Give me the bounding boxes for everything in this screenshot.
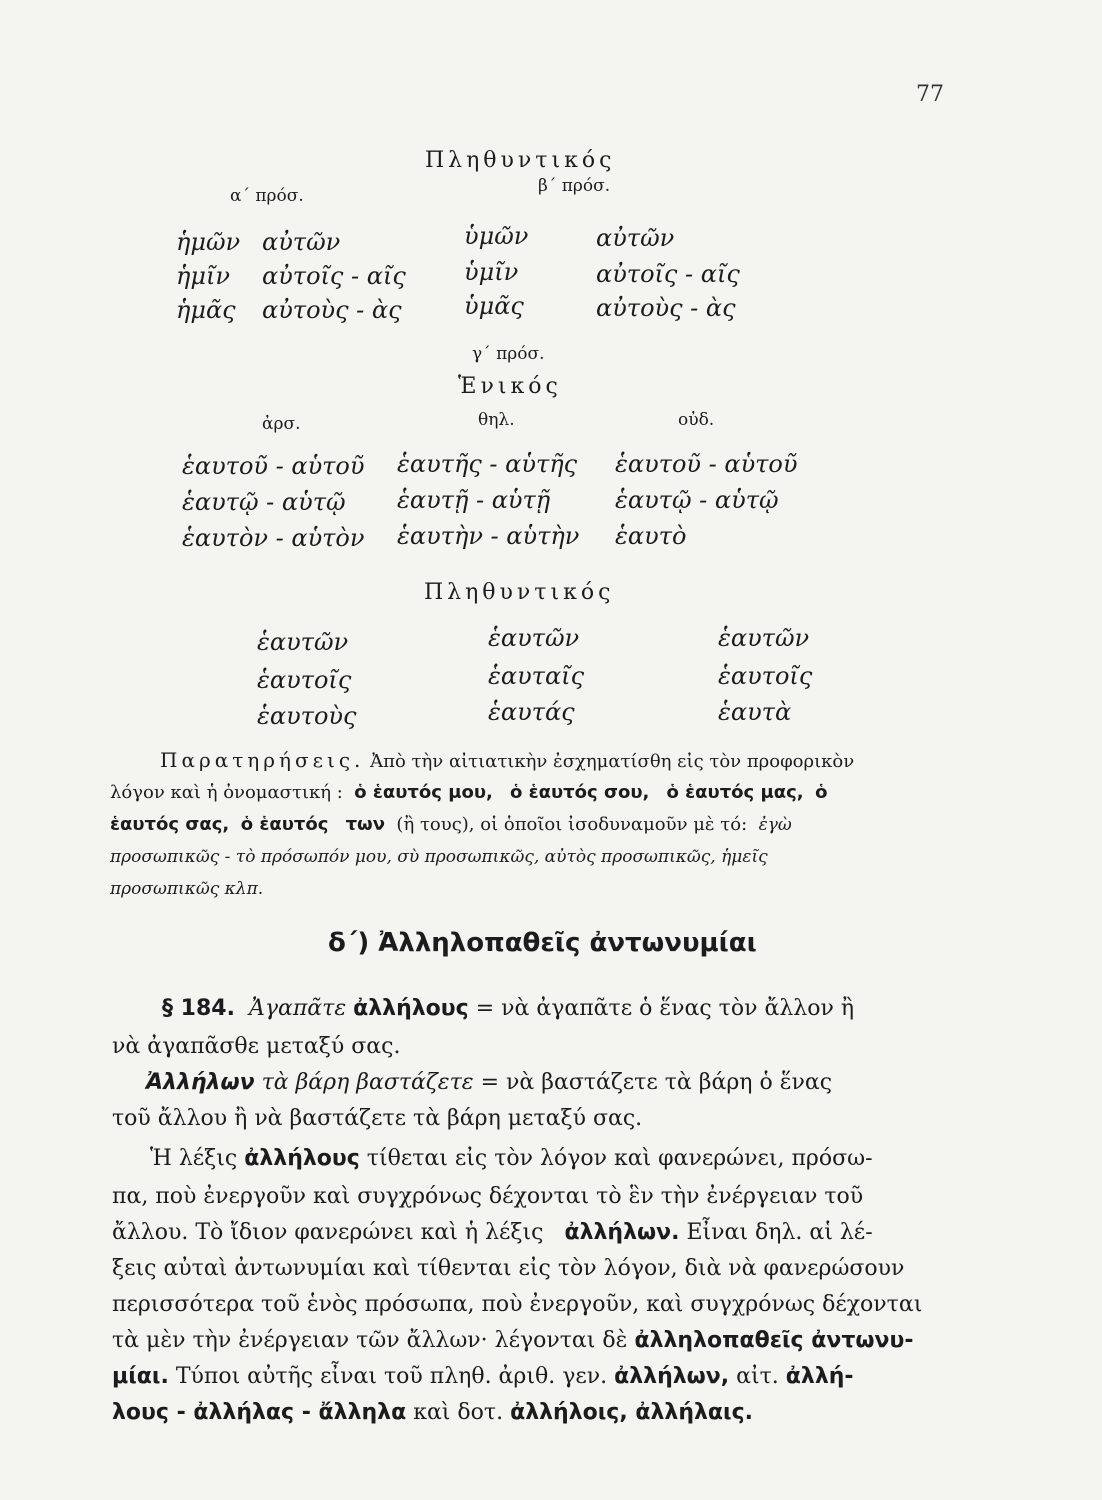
paradigm-cell: ἑαυτοὺς	[257, 702, 357, 730]
observations-line-2	[110, 782, 827, 803]
paradigm-cell: ἑαυτὸ	[615, 522, 687, 550]
bold-term: ἀλλή-	[785, 1364, 854, 1389]
paradigm-cell: ἑαυταῖς	[488, 662, 585, 690]
italic-term: Ἀγαπᾶτε	[248, 996, 347, 1021]
paradigm-cell: ἑαυτὰ	[718, 698, 792, 726]
observations-text: λόγον καὶ ἡ ὀνομαστική :	[110, 782, 343, 803]
paradigm-cell: ἑαυτῶν	[257, 628, 349, 656]
observations-text: (ἢ τους), οἱ ὁποῖοι ἰσοδυναμοῦν μὲ τό:	[396, 814, 748, 835]
example-2-line-2: τοῦ ἄλλου ἢ νὰ βαστάζετε τὰ βάρη μεταξύ σας.	[112, 1106, 643, 1131]
observations-label: Παρατηρήσεις.	[160, 748, 365, 772]
paragraph-line	[112, 1364, 854, 1389]
paradigm-cell: ὑμῶν	[464, 222, 529, 250]
first-person-label: α΄ πρόσ.	[230, 186, 304, 206]
paradigm-cell: ἑαυτάς	[488, 698, 575, 726]
paradigm-cell: ὑμᾶς	[464, 292, 524, 320]
paradigm-cell: ἑαυτοῦ - αὑτοῦ	[615, 450, 798, 478]
paragraph-text: καὶ δοτ.	[413, 1400, 504, 1425]
observations-text: Ἀπὸ τὴν αἰτιατικὴν ἐσχηματίσθη εἰς τὸν προφορικὸν	[370, 751, 855, 772]
section-title: δ΄) Ἀλληλοπαθεῖς ἀντωνυμίαι	[328, 928, 757, 958]
paradigm-cell: ἡμῶν	[176, 228, 241, 256]
paradigm-cell: ἑαυτῆς - αὑτῆς	[397, 450, 578, 478]
paradigm-cell: ἡμῖν	[176, 262, 230, 290]
bold-term: ἀλλήλους	[353, 996, 469, 1021]
paradigm-cell: ἑαυτῇ - αὑτῇ	[397, 486, 551, 514]
bold-term: ἀλληλοπαθεῖς ἀντωνυ-	[634, 1328, 914, 1353]
paragraph-line	[112, 1400, 753, 1425]
paradigm-cell: αὐτοῖς - αῖς	[262, 262, 406, 290]
paragraph-line	[150, 1146, 873, 1171]
paragraph-text: ἄλλου. Τὸ ἴδιον φανερώνει καὶ ἡ λέξις	[112, 1220, 544, 1245]
bold-term: ἀλλήλοις, ἀλλήλαις.	[510, 1400, 753, 1425]
paradigm-cell: ἑαυτὸν - αὑτὸν	[182, 524, 365, 552]
example-1-line-2: νὰ ἀγαπᾶσθε μεταξύ σας.	[112, 1034, 401, 1059]
plural-heading: Πληθυντικός	[425, 148, 616, 173]
neuter-label: οὐδ.	[678, 410, 715, 430]
paragraph-text: Εἶναι δηλ. αἱ λέ-	[686, 1220, 873, 1245]
paragraph-line: ξεις αὐταὶ ἀντωνυμίαι καὶ τίθενται εἰς τὸν λόγον, διὰ νὰ φανερώσουν	[112, 1256, 905, 1281]
bold-term: ὁ ἑαυτός μου,	[354, 782, 493, 803]
paradigm-cell: ἑαυτῷ - αὑτῷ	[182, 488, 346, 516]
example-text: = νὰ ἀγαπᾶτε ὁ ἕνας τὸν ἄλλον ἢ	[475, 996, 854, 1021]
italic-term: ἐγὼ	[758, 815, 792, 835]
example-1	[162, 996, 854, 1021]
plural-heading-third: Πληθυντικός	[424, 580, 615, 605]
paragraph-line: πα, ποὺ ἐνεργοῦν καὶ συγχρόνως δέχονται τὸ ἓν τὴν ἐνέργειαν τοῦ	[112, 1184, 864, 1209]
observations-line-3	[110, 814, 792, 835]
bold-term: ὁ ἑαυτός σου,	[510, 782, 650, 803]
bold-term: των	[345, 814, 385, 835]
paradigm-cell: αὐτῶν	[262, 228, 341, 256]
paradigm-cell: αὐτοῖς - αῖς	[596, 260, 740, 288]
paradigm-cell: ὑμῖν	[464, 258, 519, 286]
paradigm-cell: ἑαυτοῖς	[718, 662, 813, 690]
paradigm-cell: ἑαυτῶν	[488, 624, 580, 652]
bold-term: ἀλλήλους	[244, 1146, 360, 1171]
bold-term: ἀλλήλων.	[564, 1220, 680, 1245]
paradigm-cell: αὐτῶν	[596, 224, 675, 252]
bold-term: μίαι.	[112, 1364, 169, 1389]
paradigm-cell: ἡμᾶς	[176, 296, 236, 324]
italic-term: τὰ βάρη βαστάζετε	[261, 1070, 474, 1095]
paragraph-text: τίθεται εἰς τὸν λόγον καὶ φανερώνει, πρόσω-	[366, 1146, 873, 1171]
paragraph-text: Τύποι αὐτῆς εἶναι τοῦ πληθ. ἀριθ. γεν.	[175, 1364, 608, 1389]
masculine-label: ἀρσ.	[262, 414, 301, 434]
paradigm-cell: ἑαυτοῖς	[257, 666, 352, 694]
singular-heading: Ἑνικός	[458, 374, 562, 399]
italic-term: προσωπικῶς κλπ.	[110, 879, 264, 899]
paragraph-line	[112, 1220, 873, 1245]
observations-line-1	[160, 748, 854, 772]
bold-term: ἑαυτός σας,	[110, 814, 230, 835]
bold-term: ἀλλήλων,	[614, 1364, 730, 1389]
paragraph-line: περισσότερα τοῦ ἑνὸς πρόσωπα, ποὺ ἐνεργοῦν, καὶ συγχρόνως δέχονται	[112, 1292, 923, 1317]
observations-line-5	[110, 878, 263, 899]
second-person-label: β΄ πρόσ.	[538, 176, 611, 196]
example-text: = νὰ βαστάζετε τὰ βάρη ὁ ἕνας	[480, 1070, 833, 1095]
bold-term: λους - ἀλλήλας - ἄλληλα	[112, 1400, 407, 1425]
third-person-label: γ΄ πρόσ.	[472, 344, 545, 364]
bold-term: ὁ ἑαυτός	[240, 814, 329, 835]
feminine-label: θηλ.	[478, 410, 515, 430]
paradigm-cell: ἑαυτὴν - αὑτὴν	[397, 522, 580, 550]
bold-term: ὁ	[815, 782, 828, 803]
paradigm-cell: αὐτοὺς - ὰς	[262, 296, 402, 324]
observations-line-4	[110, 846, 768, 867]
paradigm-cell: ἑαυτῶν	[718, 624, 810, 652]
paragraph-line	[112, 1328, 914, 1353]
italic-term: προσωπικῶς - τὸ πρόσωπόν μου, σὺ προσωπικῶς, αὐτὸς προσωπικῶς, ἡμεῖς	[110, 847, 768, 867]
bold-term: Ἀλλήλων	[146, 1070, 255, 1095]
example-2	[146, 1070, 832, 1095]
paradigm-cell: ἑαυτῷ - αὑτῷ	[615, 486, 779, 514]
section-number: § 184.	[162, 996, 235, 1021]
paradigm-cell: ἑαυτοῦ - αὑτοῦ	[182, 452, 365, 480]
paragraph-text: αἰτ.	[736, 1364, 779, 1389]
bold-term: ὁ ἑαυτός μας,	[666, 782, 804, 803]
paragraph-text: τὰ μὲν τὴν ἐνέργειαν τῶν ἄλλων· λέγονται δὲ	[112, 1328, 628, 1353]
paradigm-cell: αὐτοὺς - ὰς	[596, 294, 736, 322]
page-number: 77	[916, 82, 944, 107]
paragraph-text: Ἡ λέξις	[150, 1146, 238, 1171]
